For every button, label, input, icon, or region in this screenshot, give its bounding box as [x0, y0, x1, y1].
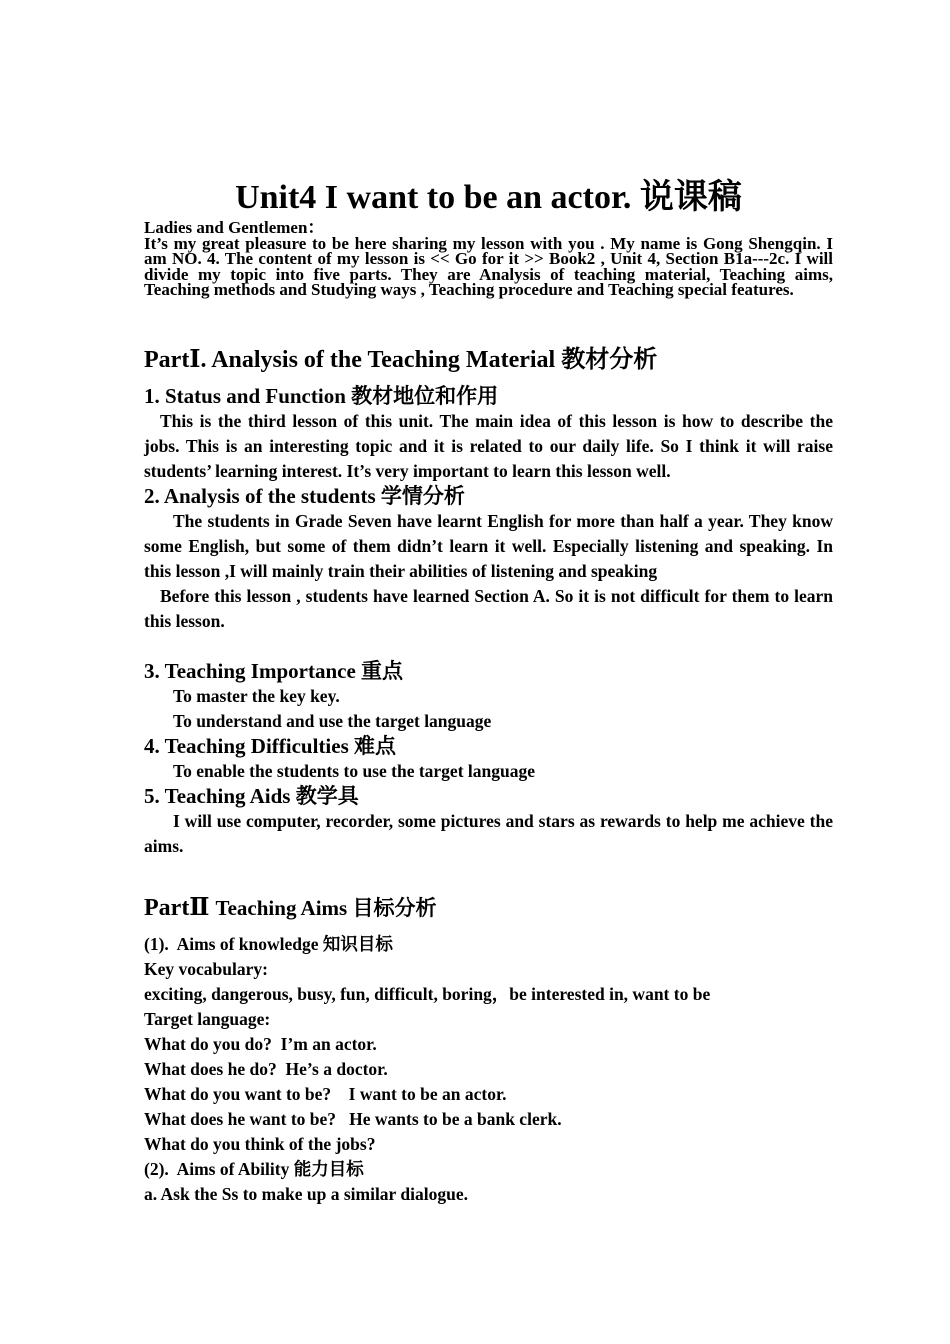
target-language-line: What do you want to be? I want to be an actor. — [144, 1084, 507, 1104]
teaching-importance-line-1: To master the key key. — [173, 686, 340, 706]
teaching-difficulties-line-1: To enable the students to use the target language — [173, 761, 535, 781]
students-analysis-text-2: Before this lesson , students have learned Section A. So it is not difficult for them to learn this lesson. — [144, 586, 833, 631]
aims-ability-heading: (2). Aims of Ability 能力目标 — [144, 1159, 364, 1179]
aims-ability-item: a. Ask the Ss to make up a similar dialogue. — [144, 1184, 468, 1204]
key-vocabulary-label: Key vocabulary: — [144, 959, 268, 979]
target-language-line: What does he want to be? He wants to be a bank clerk. — [144, 1109, 562, 1129]
part2-section — [144, 891, 833, 1207]
status-function-heading: 1. Status and Function 教材地位和作用 — [144, 384, 499, 408]
students-analysis-text-1: The students in Grade Seven have learnt English for more than half a year. They know some English, but some of them didn’t learn it well. Especially listening and speaking. In this lesson ,I will mainly train their abilities of listening and speaking — [144, 511, 833, 581]
target-language-label: Target language: — [144, 1009, 271, 1029]
key-vocabulary-list: exciting, dangerous, busy, fun, difficult, boring，be interested in, want to be — [144, 984, 711, 1004]
teaching-aids-heading: 5. Teaching Aids 教学具 — [144, 784, 359, 808]
part1-continued — [144, 659, 833, 859]
target-language-line: What do you think of the jobs? — [144, 1134, 376, 1154]
students-analysis-heading: 2. Analysis of the students 学情分析 — [144, 484, 465, 508]
target-language-line: What does he do? He’s a doctor. — [144, 1059, 388, 1079]
part2-heading-title: Teaching Aims 目标分析 — [215, 896, 437, 920]
teaching-importance-heading: 3. Teaching Importance 重点 — [144, 659, 404, 683]
teaching-aids-text: I will use computer, recorder, some pictures and stars as rewards to help me achieve the aims. — [144, 811, 833, 856]
part1-heading: PartⅠ. Analysis of the Teaching Material 教材分析 — [144, 347, 658, 373]
part2-lines — [144, 932, 833, 1207]
teaching-difficulties-heading: 4. Teaching Difficulties 难点 — [144, 734, 397, 758]
part1-section — [144, 343, 833, 634]
part2-heading-number: PartⅡ — [144, 895, 210, 921]
intro-greeting: Ladies and Gentlemen： — [144, 218, 325, 237]
teaching-importance-line-2: To understand and use the target language — [173, 711, 492, 731]
intro-section — [144, 220, 833, 298]
document-title: Unit4 I want to be an actor. 说课稿 — [235, 179, 742, 216]
aims-knowledge-heading: (1). Aims of knowledge 知识目标 — [144, 934, 393, 954]
part2-heading — [144, 891, 833, 925]
status-function-text: This is the third lesson of this unit. The main idea of this lesson is how to describe the jobs. This is an interesting topic and it is related to our daily life. So I think it will raise students’ learning interest. It’s very important to learn this lesson well. — [144, 411, 833, 481]
intro-paragraph: It’s my great pleasure to be here sharing my lesson with you . My name is Gong Shengqin. I am NO. 4. The content of my lesson is << Go for it >> Book2 , Unit 4, Section B1a---2c. I will divide my topic into five parts. They are Analysis of teaching material, Teaching aims, Teaching methods and Studying ways , Teaching procedure and Teaching special features. — [144, 233, 833, 300]
target-language-line: What do you do? I’m an actor. — [144, 1034, 377, 1054]
